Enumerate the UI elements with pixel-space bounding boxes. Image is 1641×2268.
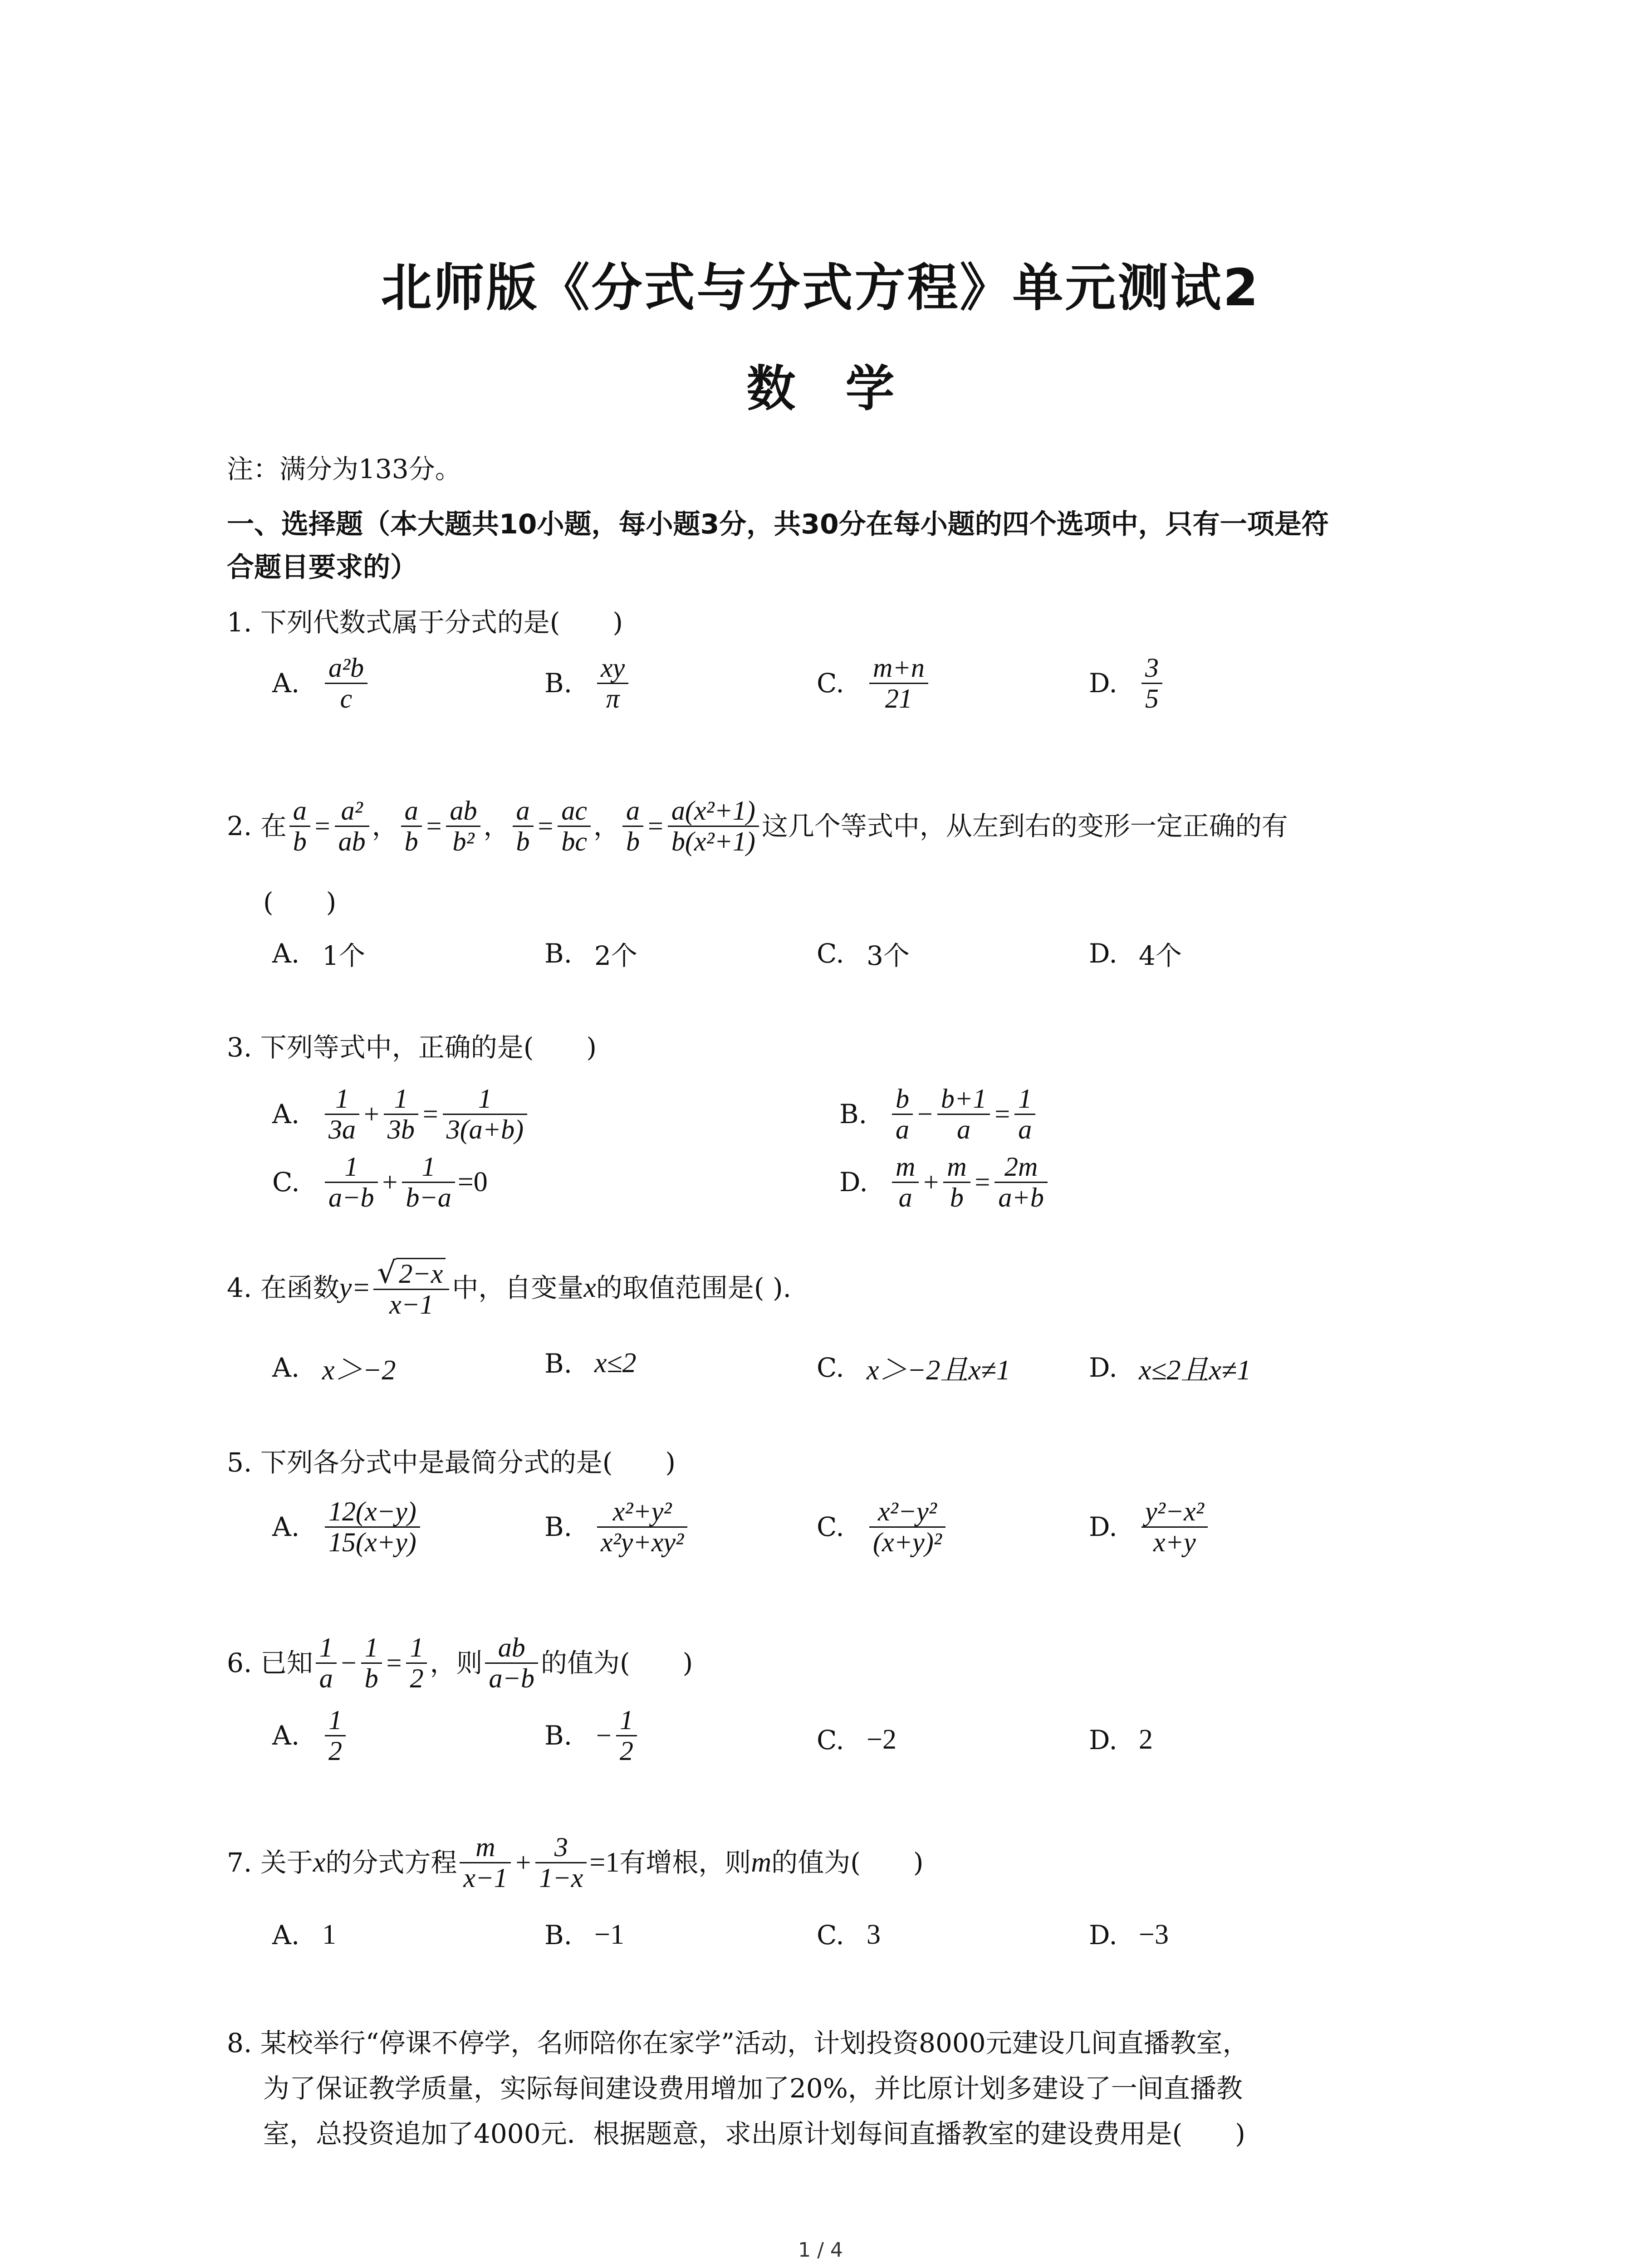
page-subtitle: 数学 [746, 361, 945, 417]
q7-option-b: B. −1 [544, 1919, 624, 1950]
section-title-line1: 一、选择题（本大题共10小题，每小题3分，共30分在每小题的四个选项中，只有一项是符 [227, 508, 1329, 540]
fraction: $\frac{b}{a}$ [892, 1084, 913, 1144]
fraction: $\frac{a}{b}$ [622, 796, 643, 856]
fraction: $\frac{b+1}{a}$ [937, 1084, 990, 1144]
fraction: $\frac{1}{3a}$ [325, 1084, 359, 1144]
q3-option-c: C. $\frac{1}{a-b}$ + $\frac{1}{b-a}$ =0 [272, 1152, 488, 1212]
q7-stem: 7. 关于 x 的分式方程 $\frac{m}{x-1}$ + $\frac{3}{1-x}$ =1 有增根，则 m 的值为( ) [227, 1832, 924, 1893]
q3-option-a: A. $\frac{1}{3a}$ + $\frac{1}{3b}$ = $\frac{1}{3(a+b)}$ [272, 1084, 530, 1144]
q5-option-c: C. $\frac{\text{x²−y²}}{\text{(x+y)²}}$ [817, 1497, 948, 1557]
fraction: $\frac{1}{2}$ [406, 1633, 427, 1693]
fraction: $\frac{xy}{\pi}$ [597, 653, 628, 714]
fraction: √ 2−x x−1 [373, 1256, 449, 1320]
fraction: $\frac{\text{a(x²+1)}}{\text{b(x²+1)}}$ [668, 796, 759, 856]
q4-option-b: B. x≤2 [544, 1348, 637, 1379]
q7-option-a: A. 1 [272, 1919, 336, 1950]
q8-line1: 8. 某校举行“停课不停学，名师陪你在家学”活动，计划投资8000元建设几间直播教室， [227, 2028, 1249, 2058]
q8-line2: 为了保证教学质量，实际每间建设费用增加了20%，并比原计划多建设了一间直播教 [263, 2073, 1243, 2104]
q2-option-b: B. 2个 [544, 938, 637, 971]
section-title-line2: 合题目要求的） [227, 552, 417, 583]
fraction: $\frac{1}{b-a}$ [402, 1152, 455, 1212]
q4-option-a: A. x＞−2 [272, 1352, 396, 1386]
fraction: $\frac{1}{b}$ [361, 1633, 382, 1693]
fraction: $\frac{\text{a²b}}{c}$ [325, 653, 367, 714]
q8-line3: 室，总投资追加了4000元．根据题意，求出原计划每间直播教室的建设费用是( ) [263, 2118, 1245, 2149]
fraction: $\frac{m}{x-1}$ [460, 1833, 511, 1893]
q4-stem: 4. 在函数 y= √ 2−x x−1 中，自变量 x 的取值范围是( ). [227, 1255, 792, 1320]
fraction: $\frac{a}{b}$ [513, 796, 534, 856]
fraction: $\frac{m}{b}$ [943, 1152, 970, 1212]
fraction: $\frac{1}{a-b}$ [325, 1152, 378, 1212]
fraction: $\frac{ab}{\text{b²}}$ [446, 796, 480, 856]
q6-option-d: D. 2 [1089, 1724, 1153, 1755]
fraction: $\frac{\text{x²−y²}}{\text{(x+y)²}}$ [869, 1497, 945, 1557]
fraction: $\frac{1}{3(a+b)}$ [443, 1084, 527, 1144]
q3-option-b: B. $\frac{b}{a}$ − $\frac{b+1}{a}$ = $\frac{1}{a}$ [839, 1084, 1038, 1144]
q6-stem: 6. 已知 $\frac{1}{a}$ − $\frac{1}{b}$ = $\frac{1}{2}$ ，则 $\frac{ab}{a-b}$ 的值为( ) [227, 1633, 693, 1693]
page-title: 北师版《分式与分式方程》单元测试2 [381, 259, 1260, 318]
fraction: $\frac{\text{x²+y²}}{\text{x²y+xy²}}$ [597, 1497, 687, 1557]
q2-answer-paren: ( ) [263, 887, 337, 918]
q5-option-a: A. $\frac{12(x-y)}{15(x+y)}$ [272, 1497, 423, 1557]
fraction: $\frac{1}{2}$ [325, 1706, 346, 1766]
q6-option-a: A. $\frac{1}{2}$ [272, 1706, 348, 1766]
page-number: 1 / 4 [798, 2239, 843, 2262]
fraction: $\frac{12(x-y)}{15(x+y)}$ [325, 1497, 420, 1557]
fraction: $\frac{3}{5}$ [1141, 653, 1162, 714]
q1-option-b: B. $\frac{xy}{\pi}$ [544, 653, 631, 714]
fraction: $\frac{3}{1-x}$ [535, 1833, 587, 1893]
fraction: $\frac{1}{2}$ [616, 1706, 637, 1766]
fraction: $\frac{a}{b}$ [289, 796, 310, 856]
q1-option-a: A. $\frac{\text{a²b}}{c}$ [272, 653, 370, 714]
q5-option-d: D. $\frac{\text{y²−x²}}{x+y}$ [1089, 1497, 1210, 1557]
q5-stem: 5. 下列各分式中是最简分式的是( ) [227, 1447, 676, 1478]
q6-option-b: B. − $\frac{1}{2}$ [544, 1706, 640, 1766]
q4-option-c: C. x＞−2且x≠1 [817, 1352, 1010, 1386]
fraction: $\frac{m}{a}$ [892, 1152, 919, 1212]
q7-option-c: C. 3 [817, 1919, 881, 1950]
fraction: $\frac{a}{b}$ [401, 796, 422, 856]
q7-option-d: D. −3 [1089, 1919, 1169, 1950]
q6-option-c: C. −2 [817, 1724, 896, 1755]
q1-option-c: C. $\frac{m+n}{21}$ [817, 653, 931, 714]
square-root: √ 2−x [377, 1256, 446, 1289]
q4-option-d: D. x≤2且x≠1 [1089, 1352, 1251, 1386]
q5-option-b: B. $\frac{\text{x²+y²}}{\text{x²y+xy²}}$ [544, 1497, 690, 1557]
q1-option-d: D. $\frac{3}{5}$ [1089, 653, 1165, 714]
q2-stem: 2. 在 $\frac{a}{b}$ = $\frac{\text{a²}}{ab}$ ， $\frac{a}{b}$ = $\frac{ab}{\text{b²}}$ ， $\frac{a}{b}$ = $\frac{ac}{bc}$ ， $\frac{a}{b}$ = $\frac{\text{a(x²+1)}}{\text{b(x²+1)}}$ 这几个等式中，从左到右的变形一定正确的有 [227, 796, 1288, 856]
q2-option-c: C. 3个 [817, 938, 910, 971]
score-note: 注：满分为133分。 [227, 454, 461, 484]
q1-stem: 1. 下列代数式属于分式的是( ) [227, 607, 623, 638]
fraction: $\frac{2m}{a+b}$ [994, 1152, 1048, 1212]
fraction: $\frac{1}{a}$ [316, 1633, 337, 1693]
fraction: $\frac{\text{a²}}{ab}$ [335, 796, 369, 856]
fraction: $\frac{1}{a}$ [1014, 1084, 1035, 1144]
fraction: $\frac{ab}{a-b}$ [485, 1633, 538, 1693]
fraction: $\frac{ac}{bc}$ [558, 796, 591, 856]
q3-stem: 3. 下列等式中，正确的是( ) [227, 1032, 597, 1063]
q2-option-a: A. 1个 [272, 938, 365, 971]
q2-option-d: D. 4个 [1089, 938, 1182, 971]
fraction: $\frac{1}{3b}$ [384, 1084, 418, 1144]
fraction: $\frac{\text{y²−x²}}{x+y}$ [1141, 1497, 1208, 1557]
q3-option-d: D. $\frac{m}{a}$ + $\frac{m}{b}$ = $\frac{2m}{a+b}$ [839, 1152, 1050, 1212]
fraction: $\frac{m+n}{21}$ [869, 653, 928, 714]
